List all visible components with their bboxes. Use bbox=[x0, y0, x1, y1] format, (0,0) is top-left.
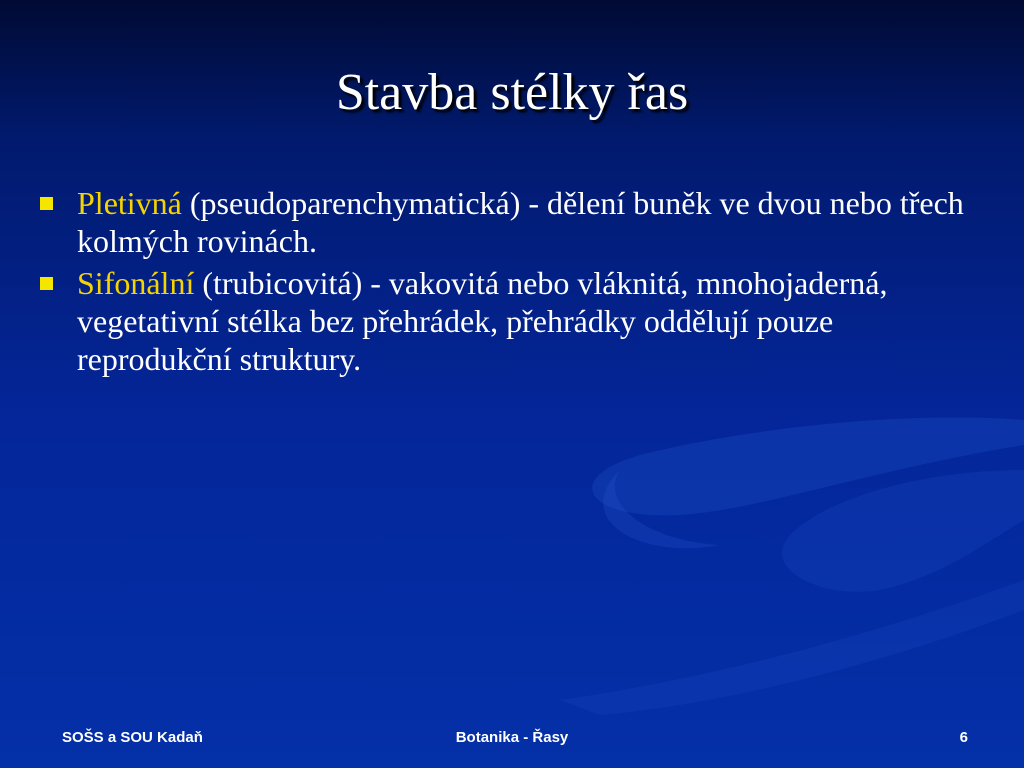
slide-number: 6 bbox=[959, 729, 968, 746]
footer-school-name: SOŠS a SOU Kadaň bbox=[62, 729, 203, 746]
bullet-text: (pseudoparenchymatická) - dělení buněk ve dvou nebo třech kolmých rovinách. bbox=[77, 185, 964, 259]
bullet-term: Sifonální bbox=[77, 265, 195, 301]
slide-title: Stavba stélky řas bbox=[335, 64, 689, 121]
bullet-term: Pletivná bbox=[77, 185, 182, 221]
bullet-item bbox=[40, 184, 980, 260]
square-bullet-icon bbox=[40, 277, 53, 290]
bullet-item bbox=[40, 264, 980, 378]
bullet-list bbox=[40, 184, 980, 382]
square-bullet-icon bbox=[40, 197, 53, 210]
footer-subject: Botanika - Řasy bbox=[455, 729, 569, 746]
bullet-text: (trubicovitá) - vakovitá nebo vláknitá, mnohojaderná, vegetativní stélka bez přehrádek, přehrádky oddělují pouze reprodukční struktury. bbox=[77, 265, 888, 377]
